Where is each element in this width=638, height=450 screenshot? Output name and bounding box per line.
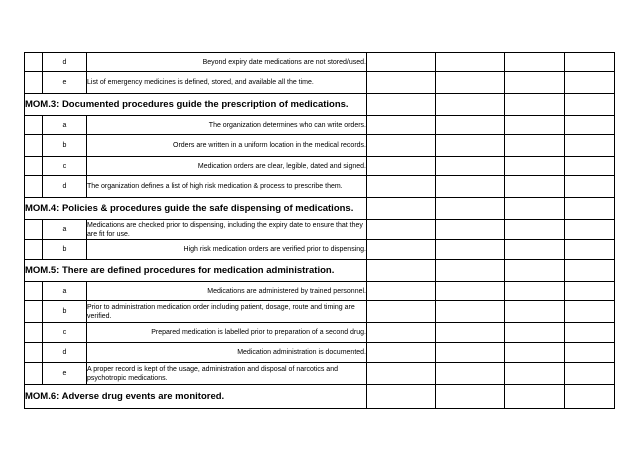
score-cell [505,116,565,135]
table-row [25,157,615,176]
score-cell [565,157,615,176]
score-cell [367,94,436,116]
item-letter: b [43,135,87,157]
table-row [25,343,615,363]
standards-table [24,52,615,409]
score-cell [367,72,436,94]
empty-cell [25,323,43,343]
score-cell [436,176,505,198]
score-cell [436,198,505,220]
score-cell [367,157,436,176]
score-cell [505,176,565,198]
score-cell [565,385,615,409]
score-cell [436,240,505,260]
score-cell [505,323,565,343]
score-cell [565,260,615,282]
score-cell [565,301,615,323]
item-letter: a [43,282,87,301]
empty-cell [25,157,43,176]
section-heading: MOM.6: Adverse drug events are monitored. [25,385,367,409]
empty-cell [25,363,43,385]
item-text: Medications are administered by trained personnel. [87,282,367,301]
score-cell [367,282,436,301]
score-cell [367,385,436,409]
item-text: Medication orders are clear, legible, dated and signed. [87,157,367,176]
score-cell [505,240,565,260]
item-text: Medications are checked prior to dispensing, including the expiry date to ensure that they are fit for use. [87,220,367,240]
empty-cell [25,220,43,240]
table-row [25,282,615,301]
score-cell [565,282,615,301]
item-text: Orders are written in a uniform location in the medical records. [87,135,367,157]
score-cell [565,343,615,363]
score-cell [565,135,615,157]
item-letter: a [43,220,87,240]
score-cell [367,176,436,198]
score-cell [505,53,565,72]
score-cell [565,94,615,116]
item-letter: d [43,53,87,72]
score-cell [367,260,436,282]
score-cell [367,323,436,343]
empty-cell [25,282,43,301]
item-letter: e [43,363,87,385]
empty-cell [25,343,43,363]
table-row [25,301,615,323]
score-cell [436,363,505,385]
score-cell [505,157,565,176]
item-text: Medication administration is documented. [87,343,367,363]
item-text: Beyond expiry date medications are not stored/used. [87,53,367,72]
score-cell [436,94,505,116]
item-text: List of emergency medicines is defined, stored, and available all the time. [87,72,367,94]
score-cell [367,220,436,240]
empty-cell [25,135,43,157]
score-cell [505,385,565,409]
item-letter: d [43,343,87,363]
table-row [25,323,615,343]
item-letter: c [43,323,87,343]
score-cell [565,53,615,72]
score-cell [436,220,505,240]
score-cell [565,240,615,260]
score-cell [436,323,505,343]
table-row [25,176,615,198]
score-cell [505,94,565,116]
score-cell [565,363,615,385]
item-text: A proper record is kept of the usage, administration and disposal of narcotics and psychotropic medications. [87,363,367,385]
score-cell [436,301,505,323]
score-cell [565,176,615,198]
section-heading-row [25,94,615,116]
section-heading: MOM.4: Policies & procedures guide the safe dispensing of medications. [25,198,367,220]
score-cell [436,385,505,409]
score-cell [505,301,565,323]
score-cell [505,72,565,94]
empty-cell [25,176,43,198]
score-cell [505,135,565,157]
table-row [25,116,615,135]
score-cell [367,363,436,385]
item-letter: d [43,176,87,198]
item-letter: e [43,72,87,94]
score-cell [565,198,615,220]
score-cell [565,220,615,240]
section-heading-row [25,260,615,282]
table-row [25,72,615,94]
section-heading-row [25,385,615,409]
empty-cell [25,240,43,260]
score-cell [505,363,565,385]
score-cell [565,323,615,343]
item-text: High risk medication orders are verified prior to dispensing. [87,240,367,260]
score-cell [367,198,436,220]
section-heading: MOM.3: Documented procedures guide the prescription of medications. [25,94,367,116]
score-cell [367,135,436,157]
item-letter: a [43,116,87,135]
item-letter: b [43,301,87,323]
item-text: Prepared medication is labelled prior to preparation of a second drug. [87,323,367,343]
score-cell [367,116,436,135]
score-cell [367,343,436,363]
score-cell [436,157,505,176]
item-text: Prior to administration medication order including patient, dosage, route and timing are verified. [87,301,367,323]
table-row [25,53,615,72]
table-row [25,363,615,385]
item-text: The organization determines who can write orders. [87,116,367,135]
score-cell [436,72,505,94]
score-cell [367,53,436,72]
table-row [25,240,615,260]
table-row [25,220,615,240]
score-cell [505,343,565,363]
empty-cell [25,72,43,94]
item-text: The organization defines a list of high risk medication & process to prescribe them. [87,176,367,198]
table-row [25,135,615,157]
score-cell [367,240,436,260]
score-cell [436,282,505,301]
score-cell [436,135,505,157]
score-cell [505,220,565,240]
score-cell [505,198,565,220]
score-cell [436,260,505,282]
table-body [25,53,615,409]
score-cell [565,116,615,135]
score-cell [436,343,505,363]
empty-cell [25,116,43,135]
item-letter: c [43,157,87,176]
section-heading: MOM.5: There are defined procedures for medication administration. [25,260,367,282]
score-cell [436,53,505,72]
score-cell [565,72,615,94]
score-cell [436,116,505,135]
empty-cell [25,301,43,323]
score-cell [505,260,565,282]
score-cell [505,282,565,301]
empty-cell [25,53,43,72]
item-letter: b [43,240,87,260]
section-heading-row [25,198,615,220]
score-cell [367,301,436,323]
